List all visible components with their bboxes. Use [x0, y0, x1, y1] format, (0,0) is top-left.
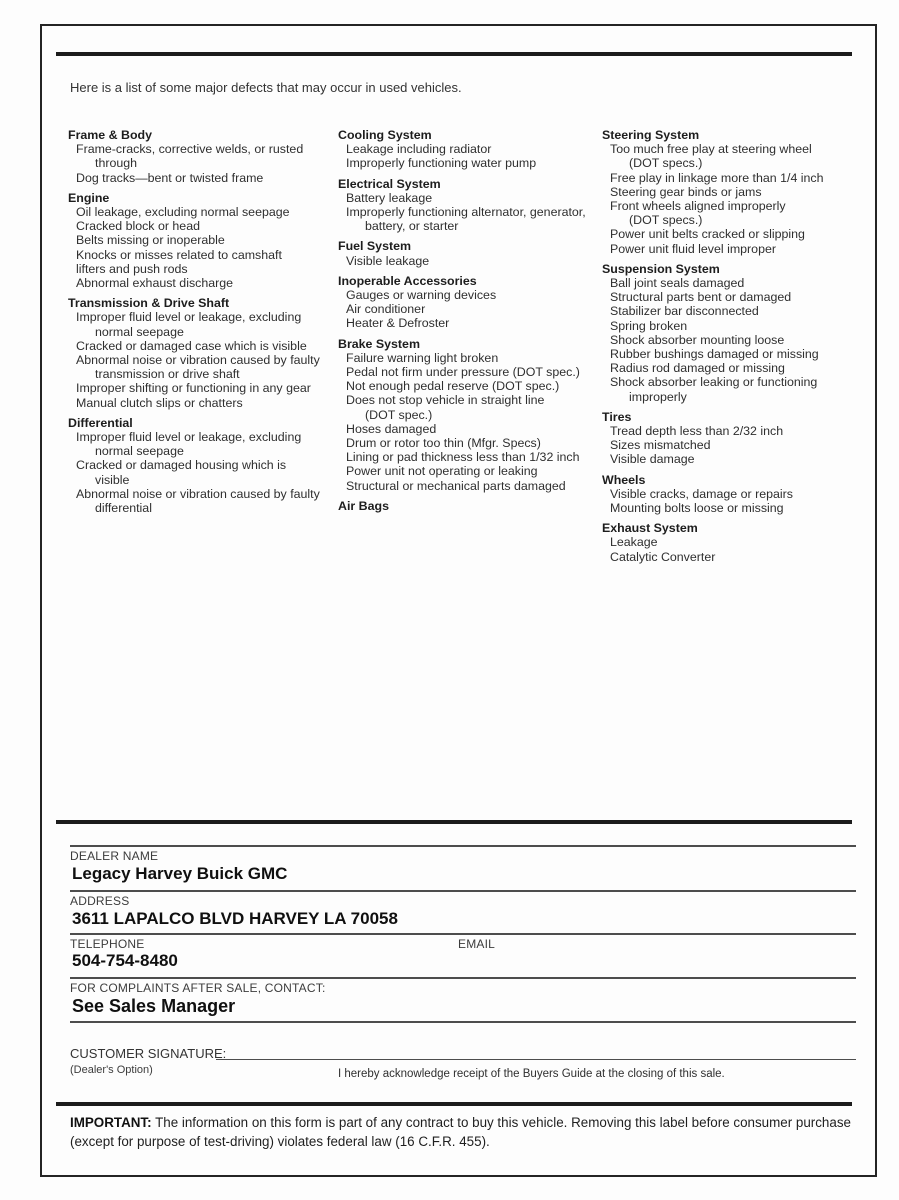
defect-item: Cracked block or head	[76, 219, 200, 234]
defect-item: Gauges or warning devices	[346, 288, 497, 303]
defect-section-title: Inoperable Accessories	[338, 273, 477, 288]
defect-item: Catalytic Converter	[610, 549, 716, 564]
defect-item: Structural parts bent or damaged	[610, 290, 792, 305]
defect-item: Too much free play at steering wheel	[610, 142, 812, 157]
defect-item: transmission or drive shaft	[95, 367, 240, 382]
dealer-name-label: DEALER NAME	[70, 849, 159, 863]
bottom-divider-rule	[56, 1102, 852, 1106]
defect-section-title: Steering System	[602, 128, 700, 142]
defect-item: visible	[95, 472, 130, 487]
telephone-label: TELEPHONE	[70, 937, 145, 951]
defect-item: Rubber bushings damaged or missing	[610, 347, 819, 362]
defect-item: Lining or pad thickness less than 1/32 inch	[346, 450, 580, 465]
defect-item: Structural or mechanical parts damaged	[346, 478, 566, 493]
defect-item: Improperly functioning water pump	[346, 156, 537, 171]
defect-item: through	[95, 156, 138, 171]
defect-item: Failure warning light broken	[346, 350, 499, 365]
defect-item: Power unit fluid level improper	[610, 241, 776, 256]
defect-item: Battery leakage	[346, 190, 433, 205]
defect-item: Leakage	[610, 535, 658, 550]
important-text: The information on this form is part of any contract to buy this vehicle. Removing this label before consumer purchase (except for purpose of test-driving) violates federal law (16 C.F.R. 455).	[70, 1115, 851, 1149]
defect-section-title: Engine	[68, 190, 110, 205]
defect-item: Cracked or damaged housing which is	[76, 458, 287, 473]
defect-section-title: Electrical System	[338, 176, 441, 191]
defect-item: Oil leakage, excluding normal seepage	[76, 205, 290, 220]
defect-item: Frame-cracks, corrective welds, or rusted	[76, 142, 304, 157]
defect-item: battery, or starter	[365, 219, 459, 234]
defect-item: Spring broken	[610, 318, 688, 333]
defect-item: normal seepage	[95, 324, 184, 339]
defect-item: Tread depth less than 2/32 inch	[610, 424, 784, 439]
defect-item: Drum or rotor too thin (Mfgr. Specs)	[346, 436, 541, 451]
defect-section-title: Transmission & Drive Shaft	[68, 296, 230, 311]
defects-column-3	[602, 128, 824, 564]
defect-item: Stabilizer bar disconnected	[610, 304, 759, 319]
complaints-value: See Sales Manager	[72, 996, 236, 1016]
defect-item: Knocks or misses related to camshaft	[76, 247, 282, 262]
dealer-name-value: Legacy Harvey Buick GMC	[72, 864, 288, 883]
defect-item: (DOT spec.)	[365, 407, 433, 422]
defect-item: lifters and push rods	[76, 261, 188, 276]
defect-item: Belts missing or inoperable	[76, 233, 225, 248]
defect-section-title: Air Bags	[338, 498, 389, 513]
address-value: 3611 LAPALCO BLVD HARVEY LA 70058	[72, 909, 398, 928]
defect-item: Cracked or damaged case which is visible	[76, 338, 307, 353]
defect-item: Dog tracks—bent or twisted frame	[76, 170, 264, 185]
defect-item: Visible cracks, damage or repairs	[610, 486, 793, 501]
defects-column-1	[68, 128, 320, 515]
defect-item: Mounting bolts loose or missing	[610, 501, 784, 516]
complaints-label: FOR COMPLAINTS AFTER SALE, CONTACT:	[70, 981, 326, 995]
address-label: ADDRESS	[70, 894, 130, 908]
defect-item: Radius rod damaged or missing	[610, 361, 785, 376]
defect-item: improperly	[629, 389, 687, 404]
defect-section-title: Brake System	[338, 336, 420, 351]
important-notice	[70, 1113, 870, 1151]
defect-item: Improper shifting or functioning in any gear	[76, 381, 311, 396]
field-rule-address	[70, 890, 856, 892]
defect-item: differential	[95, 501, 152, 516]
defect-item: Visible damage	[610, 452, 695, 467]
defect-item: Abnormal exhaust discharge	[76, 276, 234, 291]
defect-item: Steering gear binds or jams	[610, 184, 762, 199]
middle-divider-rule	[56, 820, 852, 824]
field-rule-dealer-name	[70, 845, 856, 847]
defect-item: (DOT specs.)	[629, 213, 703, 228]
defect-item: Improper fluid level or leakage, excluding	[76, 310, 302, 325]
defect-section-title: Cooling System	[338, 128, 432, 142]
defect-section-title: Suspension System	[602, 261, 720, 276]
signature-acknowledgement-note: I hereby acknowledge receipt of the Buyers Guide at the closing of this sale.	[338, 1068, 725, 1080]
defect-item: Ball joint seals damaged	[610, 276, 745, 291]
defect-item: Abnormal noise or vibration caused by faulty	[76, 353, 320, 368]
customer-signature-label: CUSTOMER SIGNATURE:	[70, 1046, 227, 1061]
defect-section-title: Frame & Body	[68, 128, 152, 142]
email-label: EMAIL	[458, 937, 496, 951]
defect-section-title: Tires	[602, 409, 632, 424]
defect-item: Pedal not firm under pressure (DOT spec.)	[346, 365, 580, 380]
intro-text: Here is a list of some major defects that may occur in used vehicles.	[70, 80, 462, 95]
defect-section-title: Exhaust System	[602, 521, 698, 536]
defect-item: Visible leakage	[346, 253, 430, 268]
customer-signature-line	[216, 1047, 856, 1060]
defect-item: Front wheels aligned improperly	[610, 199, 786, 214]
defect-item: Does not stop vehicle in straight line	[346, 393, 545, 408]
defect-section-title: Fuel System	[338, 239, 411, 254]
field-rule-bottom	[70, 1021, 856, 1023]
defect-item: Hoses damaged	[346, 421, 437, 436]
defect-section-title: Wheels	[602, 472, 646, 487]
defect-section-title: Differential	[68, 415, 133, 430]
defect-item: Leakage including radiator	[346, 142, 492, 157]
defect-item: Free play in linkage more than 1/4 inch	[610, 170, 824, 185]
telephone-value: 504-754-8480	[72, 951, 178, 970]
defect-item: Shock absorber leaking or functioning	[610, 375, 818, 390]
defect-item: Power unit belts cracked or slipping	[610, 227, 805, 242]
field-rule-telephone	[70, 933, 856, 935]
defect-item: Sizes mismatched	[610, 438, 711, 453]
field-rule-complaints	[70, 977, 856, 979]
defect-item: (DOT specs.)	[629, 156, 703, 171]
defect-item: Power unit not operating or leaking	[346, 464, 538, 479]
defects-column-2	[338, 128, 586, 513]
dealers-option-label: (Dealer's Option)	[70, 1064, 153, 1076]
defect-item: Abnormal noise or vibration caused by faulty	[76, 486, 320, 501]
defect-item: Not enough pedal reserve (DOT spec.)	[346, 379, 560, 394]
top-divider-rule	[56, 52, 852, 56]
defect-item: Shock absorber mounting loose	[610, 332, 785, 347]
defect-item: Manual clutch slips or chatters	[76, 395, 243, 410]
defect-item: Improper fluid level or leakage, excluding	[76, 430, 302, 445]
defect-item: Improperly functioning alternator, generator,	[346, 205, 586, 220]
defect-item: Heater & Defroster	[346, 316, 450, 331]
important-label: IMPORTANT:	[70, 1115, 152, 1130]
defect-item: Air conditioner	[346, 302, 426, 317]
defect-item: normal seepage	[95, 444, 184, 459]
